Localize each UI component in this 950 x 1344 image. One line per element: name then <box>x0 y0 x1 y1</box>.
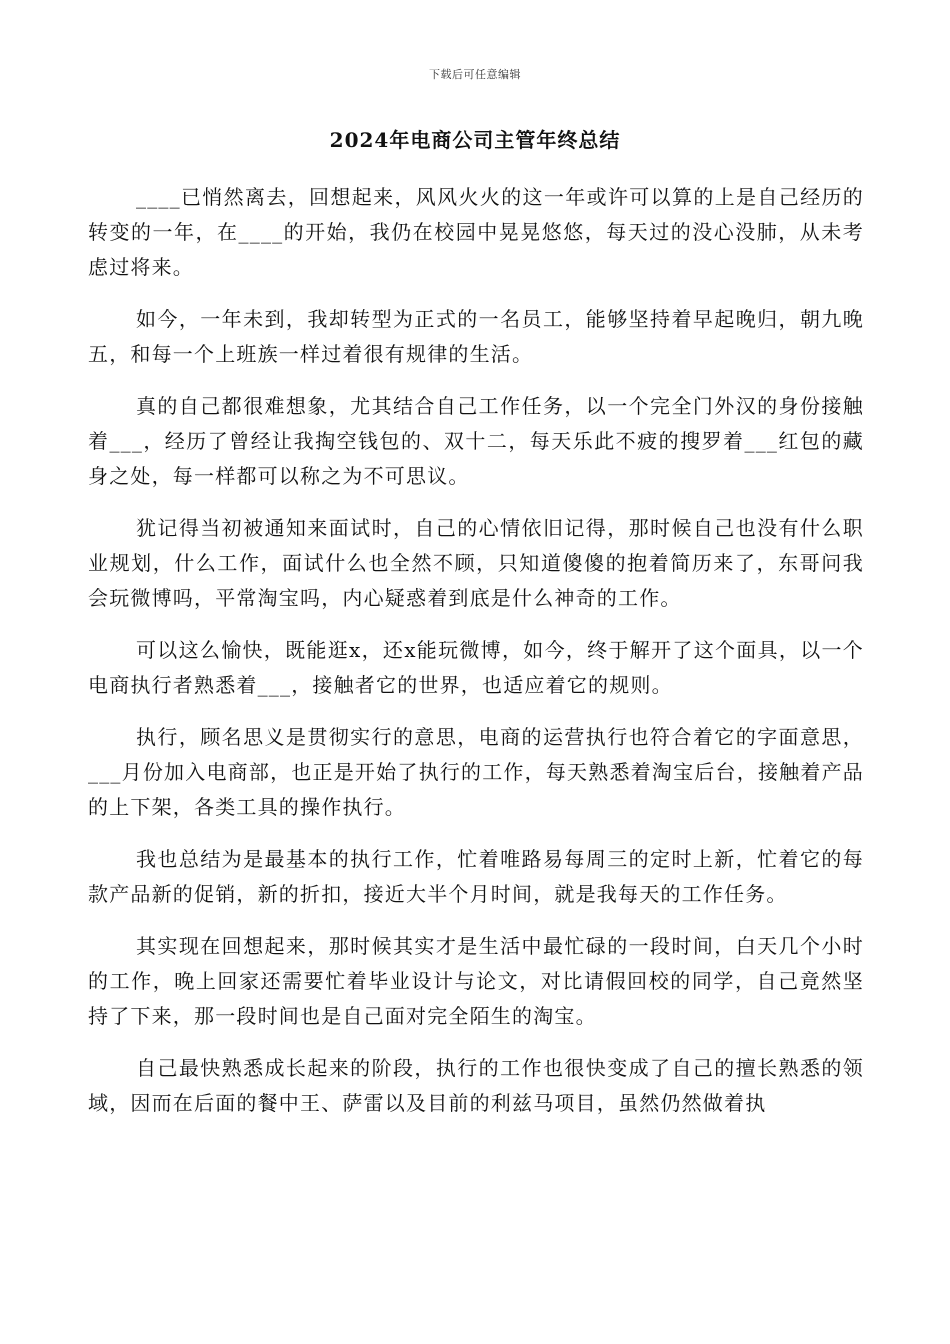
paragraph: 其实现在回想起来，那时候其实才是生活中最忙碌的一段时间，白天几个小时的工作，晚上回家还需要忙着毕业设计与论文，对比请假回校的同学，自己竟然坚持了下来，那一段时间也是自己面对完全陌生的淘宝。 <box>88 934 864 1028</box>
document-body <box>88 180 864 1138</box>
header-note: 下载后可任意编辑 <box>429 68 521 81</box>
paragraph: 可以这么愉快，既能逛x，还x能玩微博，如今，终于解开了这个面具，以一个电商执行者熟悉着___，接触者它的世界，也适应着它的规则。 <box>88 638 864 697</box>
paragraph: 自己最快熟悉成长起来的阶段，执行的工作也很快变成了自己的擅长熟悉的领域，因而在后面的餐中王、萨雷以及目前的利兹马项目，虽然仍然做着执 <box>88 1056 864 1115</box>
paragraph: ____已悄然离去，回想起来，风风火火的这一年或许可以算的上是自己经历的转变的一年，在____的开始，我仍在校园中晃晃悠悠，每天过的没心没肺，从未考虑过将来。 <box>88 185 864 279</box>
paragraph: 如今，一年未到，我却转型为正式的一名员工，能够坚持着早起晚归，朝九晚五，和每一个上班族一样过着很有规律的生活。 <box>88 307 864 366</box>
paragraph: 我也总结为是最基本的执行工作，忙着唯路易每周三的定时上新，忙着它的每款产品新的促销，新的折扣，接近大半个月时间，就是我每天的工作任务。 <box>88 847 864 906</box>
paragraph: 真的自己都很难想象，尤其结合自己工作任务，以一个完全门外汉的身份接触着___，经历了曾经让我掏空钱包的、双十二，每天乐此不疲的搜罗着___红包的藏身之处，每一样都可以称之为不可思议。 <box>88 394 864 488</box>
paragraph: 犹记得当初被通知来面试时，自己的心情依旧记得，那时候自己也没有什么职业规划，什么工作，面试什么也全然不顾，只知道傻傻的抱着简历来了，东哥问我会玩微博吗，平常淘宝吗，内心疑惑着到底是什么神奇的工作。 <box>88 516 864 610</box>
document-title: 2024年电商公司主管年终总结 <box>329 128 621 152</box>
paragraph: 执行，顾名思义是贯彻实行的意思，电商的运营执行也符合着它的字面意思，___月份加入电商部，也正是开始了执行的工作，每天熟悉着淘宝后台，接触着产品的上下架，各类工具的操作执行。 <box>88 725 864 819</box>
